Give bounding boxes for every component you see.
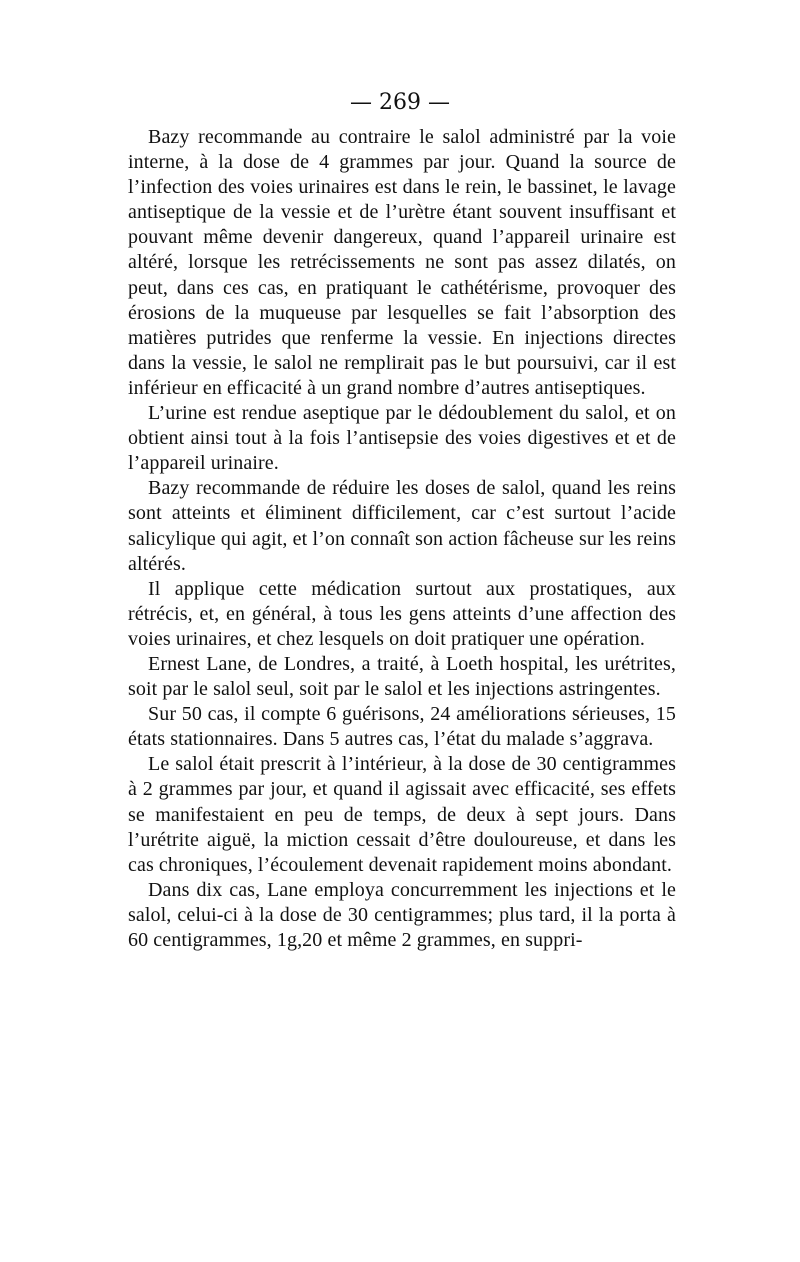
paragraph-8: Dans dix cas, Lane employa concurremment les injections et le salol, celui-ci à la dose de 30 centigrammes; plus tard, il la porta à 60 centigrammes, 1g,20 et même 2 grammes, en suppri- bbox=[128, 878, 676, 951]
body-text bbox=[128, 125, 676, 953]
paragraph-4: Il applique cette médication surtout aux prostatiques, aux rétrécis, et, en général, à tous les gens atteints d’une affection des voies urinaires, et chez lesquels on doit pratiquer une opération. bbox=[128, 577, 676, 650]
paragraph-2: L’urine est rendue aseptique par le dédoublement du salol, et on obtient ainsi tout à la fois l’antisepsie des voies digestives et et de l’appareil urinaire. bbox=[128, 402, 676, 475]
paragraph-7: Le salol était prescrit à l’intérieur, à la dose de 30 centigrammes à 2 grammes par jour, et quand il agissait avec efficacité, ses effets se manifestaient en peu de temps, de deux à sept jours. Dans l’urétrite aiguë, la miction cessait d’être douloureuse, et dans les cas chroniques, l’écoulement devenait rapidement moins abondant. bbox=[128, 753, 676, 876]
page-number: — 269 — bbox=[350, 90, 450, 115]
paragraph-6: Sur 50 cas, il compte 6 guérisons, 24 améliorations sérieuses, 15 états stationnaires. Dans 5 autres cas, l’état du malade s’aggrava. bbox=[128, 703, 676, 751]
paragraph-3: Bazy recommande de réduire les doses de salol, quand les reins sont atteints et éliminent difficilement, car c’est surtout l’acide salicylique qui agit, et l’on connaît son action fâcheuse sur les reins altérés. bbox=[128, 477, 676, 575]
paragraph-5: Ernest Lane, de Londres, a traité, à Loeth hospital, les urétrites, soit par le salol seul, soit par le salol et les injections astringentes. bbox=[128, 652, 676, 701]
paragraph-1: Bazy recommande au contraire le salol administré par la voie interne, à la dose de 4 grammes par jour. Quand la source de l’infection des voies urinaires est dans le rein, le bassinet, le lavage antiseptique de la vessie et de l’urètre étant souvent insuffisant et pouvant même devenir dangereux, quand l’appareil urinaire est altéré, lorsque les retrécissements ne sont pas assez dilatés, on peut, dans ces cas, en pratiquant le cathétérisme, provoquer des érosions de la muqueuse par lesquelles se fait l’absorption des matières putrides que renferme la vessie. En injections directes dans la vessie, le salol ne remplirait pas le but poursuivi, car il est inférieur en efficacité à un grand nombre d’autres antiseptiques. bbox=[128, 126, 676, 399]
